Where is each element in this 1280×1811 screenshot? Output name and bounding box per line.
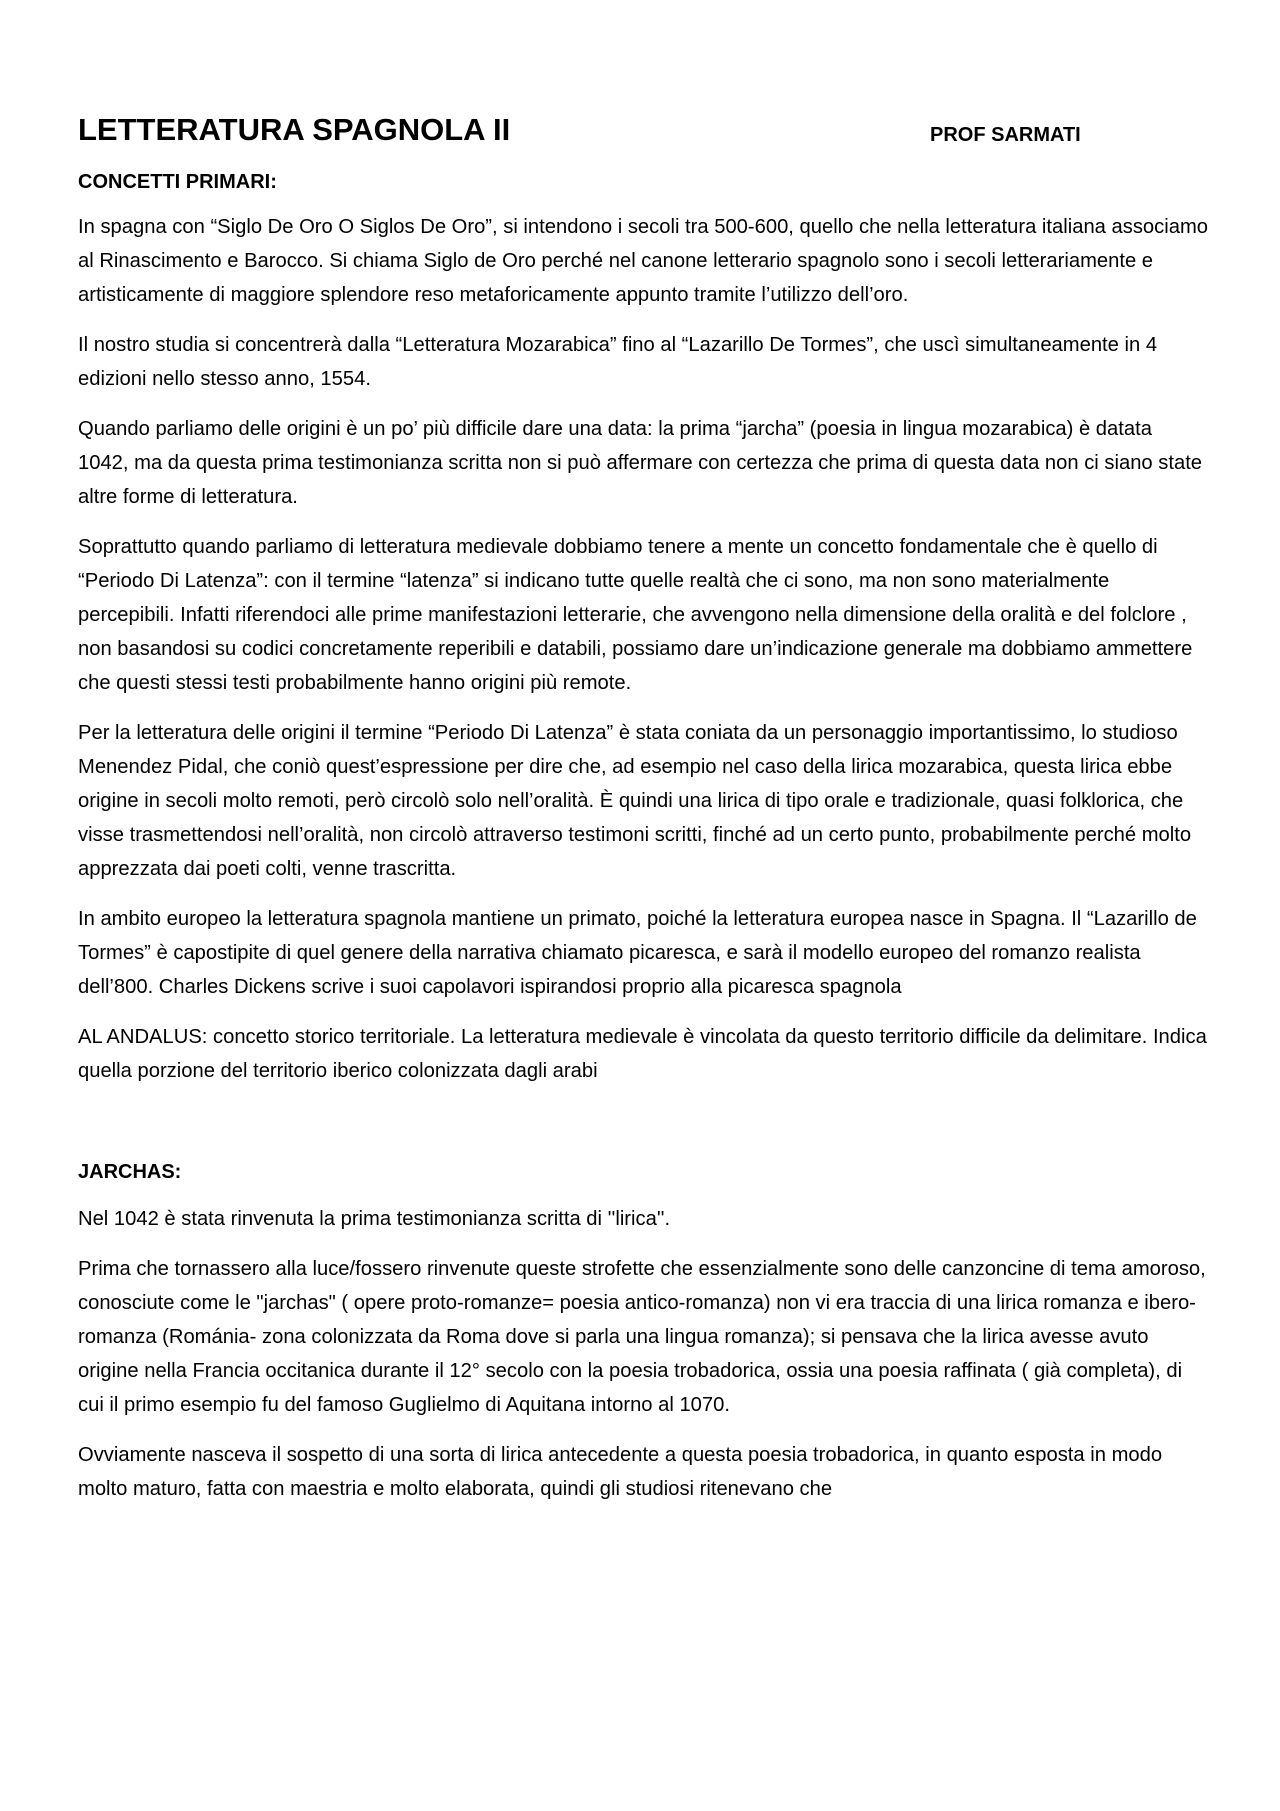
document-author: PROF SARMATI [930, 124, 1081, 146]
document-page [78, 110, 1208, 1506]
document-title: LETTERATURA SPAGNOLA II [78, 112, 511, 147]
paragraph: Soprattutto quando parliamo di letteratura medievale dobbiamo tenere a mente un concetto fondamentale che è quello di “Periodo Di Latenza”: con il termine “latenza” si indicano tutte quelle realtà che ci sono, ma non sono materialmente percepibili. Infatti riferendoci alle prime manifestazioni letterarie, che avvengono nella dimensione della oralità e del folclore , non basandosi su codici concretamente reperibili e databili, possiamo dare un’indicazione generale ma dobbiamo ammettere che questi stessi testi probabilmente hanno origini più remote. [78, 536, 1193, 694]
section-heading-jarchas: JARCHAS: [78, 1161, 182, 1183]
paragraph: In spagna con “Siglo De Oro O Siglos De Oro”, si intendono i secoli tra 500-600, quello che nella letteratura italiana associamo al Rinascimento e Barocco. Si chiama Siglo de Oro perché nel canone letterario spagnolo sono i secoli letterariamente e artisticamente di maggiore splendore reso metaforicamente appunto tramite l’utilizzo dell’oro. [78, 216, 1208, 306]
paragraph: Nel 1042 è stata rinvenuta la prima testimonianza scritta di ''lirica''. [78, 1208, 671, 1230]
document-header [78, 110, 1208, 154]
paragraph: Per la letteratura delle origini il termine “Periodo Di Latenza” è stata coniata da un personaggio importantissimo, lo studioso Menendez Pidal, che coniò quest’espressione per dire che, ad esempio nel caso della lirica mozarabica, questa lirica ebbe origine in secoli molto remoti, però circolò solo nell’oralità. È quindi una lirica di tipo orale e tradizionale, quasi folklorica, che visse trasmettendosi nell’oralità, non circolò attraverso testimoni scritti, finché ad un certo punto, probabilmente perché molto apprezzata dai poeti colti, venne trascritta. [78, 722, 1192, 880]
paragraph: Ovviamente nasceva il sospetto di una sorta di lirica antecedente a questa poesia trobadorica, in quanto esposta in modo molto maturo, fatta con maestria e molto elaborata, quindi gli studiosi ritenevano che [78, 1444, 1163, 1500]
paragraph: AL ANDALUS: concetto storico territoriale. La letteratura medievale è vincolata da questo territorio difficile da delimitare. Indica quella porzione del territorio iberico colonizzata dagli arabi [78, 1026, 1207, 1082]
paragraph: In ambito europeo la letteratura spagnola mantiene un primato, poiché la letteratura europea nasce in Spagna. Il “Lazarillo de Tormes” è capostipite di quel genere della narrativa chiamato picaresca, e sarà il modello europeo del romanzo realista dell’800. Charles Dickens scrive i suoi capolavori ispirandosi proprio alla picaresca spagnola [78, 908, 1197, 998]
section-heading-concetti-primari: CONCETTI PRIMARI: [78, 171, 277, 193]
paragraph: Quando parliamo delle origini è un po’ più difficile dare una data: la prima “jarcha” (poesia in lingua mozarabica) è datata 1042, ma da questa prima testimonianza scritta non si può affermare con certezza che prima di questa data non ci siano state altre forme di letteratura. [78, 418, 1203, 508]
paragraph: Il nostro studia si concentrerà dalla “Letteratura Mozarabica” fino al “Lazarillo De Tormes”, che uscì simultaneamente in 4 edizioni nello stesso anno, 1554. [78, 334, 1158, 390]
paragraph: Prima che tornassero alla luce/fossero rinvenute queste strofette che essenzialmente sono delle canzoncine di tema amoroso, conosciute come le "jarchas" ( opere proto-romanze= poesia antico-romanza) non vi era traccia di una lirica romanza e ibero-romanza (Románia- zona colonizzata da Roma dove si parla una lingua romanza); si pensava che la lirica avesse avuto origine nella Francia occitanica durante il 12° secolo con la poesia trobadorica, ossia una poesia raffinata ( già completa), di cui il primo esempio fu del famoso Guglielmo di Aquitana intorno al 1070. [78, 1258, 1206, 1416]
